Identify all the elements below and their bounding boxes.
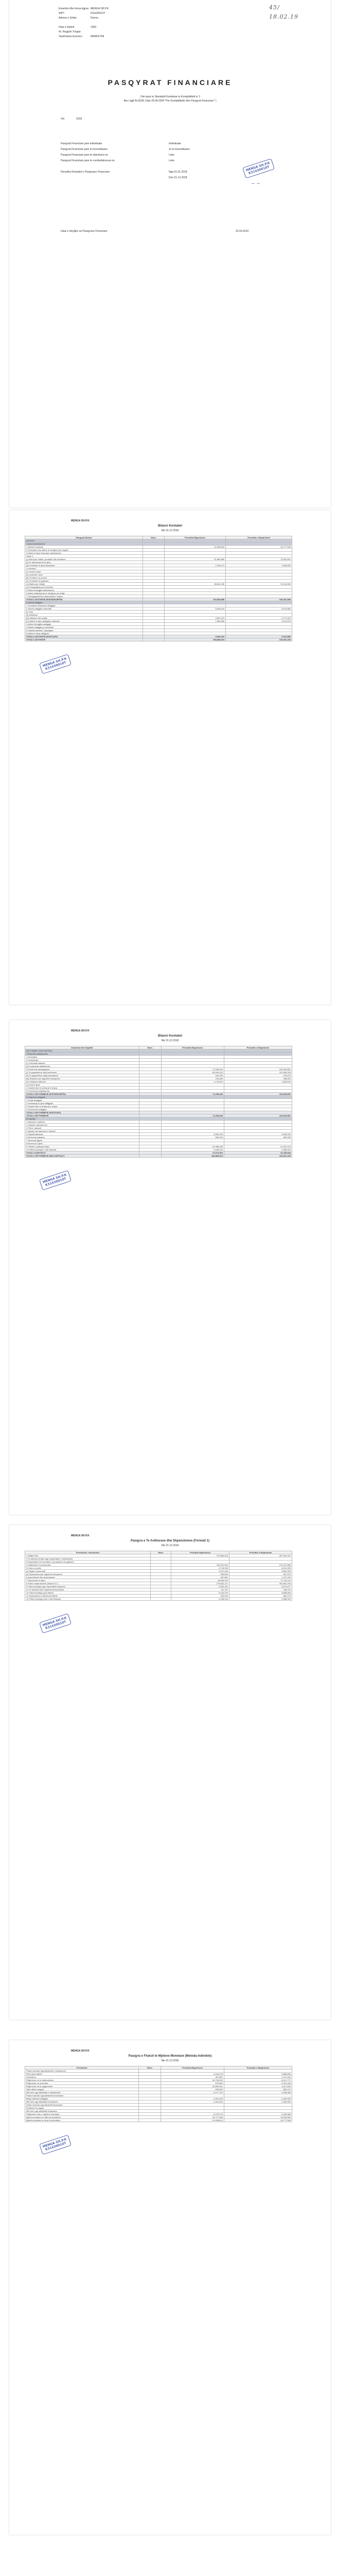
table-cell: 6,052,291 xyxy=(171,1585,229,1588)
statement-column-header: Periudha Raportuese xyxy=(164,536,225,539)
table-cell: Mjetet monetare ne fund te periudhes xyxy=(25,2119,139,2122)
table-cell: 9 Fitimi (humbja) nga veprimtarite kryesore xyxy=(25,1585,151,1588)
table-cell: 276,412,886 xyxy=(229,1564,292,1567)
table-cell: 189,129 xyxy=(229,1588,292,1591)
cover-header-value: Durres xyxy=(91,16,99,20)
table-cell: 960,600 xyxy=(171,1573,229,1576)
table-cell: TOTALI I DETYRIMEVE AFATSHKURTRA xyxy=(25,1093,139,1096)
closing-date-row xyxy=(61,230,249,233)
document-subtitle-1: ( Ne baze te Standartit Kombetar te Kontabilitetit nr 2 xyxy=(139,95,201,98)
statement-company: MENGA SH.P.K xyxy=(71,2049,90,2053)
statement-column-header: Periudha e Meparshme xyxy=(224,2066,292,2070)
table-cell: 108,885,004 xyxy=(161,1155,224,1158)
table-cell: DETYRIMET DHE KAPITALI xyxy=(25,1049,139,1053)
statement-title: Bilanci Kontabel xyxy=(157,524,182,528)
table-cell: TOTALI I AKTIVEVE AFATGJATA xyxy=(25,635,143,638)
table-cell: 130,487,559 xyxy=(226,598,292,601)
table-cell: 5 Kapitali aksioner i papaguar xyxy=(25,629,143,632)
table-cell: 111,787 xyxy=(171,1588,229,1591)
table-cell: 6,013,880 xyxy=(226,635,292,638)
cover-header-key: Emertimi dhe forma ligjore xyxy=(59,7,89,10)
cover-header-key: Data e krijimit xyxy=(59,26,75,29)
table-cell: 1,984,806 xyxy=(164,620,225,623)
table-cell: 1 Shitjet neto xyxy=(25,1554,151,1557)
table-cell: 4 Inventari xyxy=(25,567,143,570)
table-cell: -1,250,000 xyxy=(224,2097,292,2100)
table-cell: 9,117,630 xyxy=(224,2085,292,2088)
table-cell: Fluksi monetar nga aktivitetet e shfrytezimit xyxy=(25,2070,139,2073)
table-cell: 51,689,660 xyxy=(164,558,225,561)
table-cell: Mjetet monetare ne fillim te periudhes xyxy=(25,2116,139,2119)
table-cell: (i) Klient per mallra, produkte dhe sherbime xyxy=(25,558,143,561)
table-cell: 4 Grantet dhe te ardhurat e shtyra xyxy=(25,1087,139,1090)
cover-ident-key: Pasqyrat Financiare jane individuale xyxy=(61,142,102,145)
cover-ident-value: Leke xyxy=(169,159,174,162)
table-cell: 3 Aktive te tjera financiare afatshkurtra xyxy=(25,552,143,555)
cover-ident-key: Pasqyrat Financiare jane te shprehura ne xyxy=(61,154,108,157)
statement-column-header: Pershkrimi i elementeve xyxy=(25,1551,151,1554)
table-cell: -6,278,724 xyxy=(161,2113,224,2116)
table-cell: 104,062,891 xyxy=(224,1093,292,1096)
table-cell: (iv) Detyrime tatimore xyxy=(25,1080,139,1083)
table-cell: II Aktivet afatgjata xyxy=(25,601,143,604)
statement-title: Pasqyra e Fluksit te Mjeteve Monetare (Metoda Indirekte) xyxy=(128,2055,212,2058)
table-cell: (iii) Prodhim ne proces xyxy=(25,577,143,580)
table-cell: (ii) Ndertesa xyxy=(25,614,143,617)
table-cell: (iv) Produkte te gatshme xyxy=(25,580,143,583)
document-subtitle-2: dhe Ligjit Nr.9228, Date 29.04.2004 "Per Kontabilitetin dhe Pasqyrat Financiare" ) xyxy=(123,99,217,103)
table-cell: AKTIVET xyxy=(25,539,143,543)
table-cell: 71,208,440 xyxy=(161,1093,224,1096)
table-cell: (ii) Te arketueshme te tjera xyxy=(25,561,143,564)
table-cell: 10,498,824 xyxy=(161,2119,224,2122)
statement-table xyxy=(25,2066,292,2122)
table-cell: 1 Aktivet monetare xyxy=(25,546,143,549)
table-cell: (i) Toka xyxy=(25,611,143,614)
table-cell: 37,676,564 xyxy=(161,1151,224,1155)
table-cell: -32,854,451 xyxy=(161,2085,224,2088)
table-cell: (ii) Huamarrje afatshkurtra xyxy=(25,1065,139,1068)
table-cell: 4,986,333 xyxy=(224,1148,292,1151)
table-cell: 5,238,016 xyxy=(171,1598,229,1601)
table-cell: 423,875 xyxy=(224,1074,292,1077)
table-cell xyxy=(139,1155,161,1158)
statement-table xyxy=(25,1551,292,1601)
company-stamp: MENGA SH.P.K K31430010T xyxy=(39,654,72,674)
table-cell xyxy=(139,2119,161,2122)
table-cell: Rritje/renie ne te pagueshme xyxy=(25,2085,139,2088)
table-row xyxy=(25,1598,292,1601)
fiscal-year-value: 2018 xyxy=(76,117,82,121)
statement-page xyxy=(9,1525,331,2020)
document-sheet xyxy=(9,0,331,2576)
statement-column-header: Pasqyrat Aktivet xyxy=(25,536,143,539)
company-stamp: MENGA SH.P.K K31430010T xyxy=(39,1170,72,1190)
table-cell: 2 Derivative dhe aktive te mbajtura per tregtim xyxy=(25,549,143,552)
cover-ident-value: Individuale xyxy=(169,142,181,145)
table-cell: Fluksi monetar nga aktivitetet financiare xyxy=(25,2104,139,2107)
table-cell: (i) Overdraft bankare xyxy=(25,1062,139,1065)
fiscal-year xyxy=(61,117,82,121)
table-cell: 20,795,290 xyxy=(161,2079,224,2082)
signature: ~ ~ xyxy=(251,181,260,187)
table-cell: 4,496,986 xyxy=(224,2091,292,2094)
statement-column-header: Periudha e Meparshme xyxy=(224,1046,292,1049)
handwritten-protocol-number: 45/ xyxy=(269,4,280,11)
table-cell: 16,905,224 xyxy=(171,1579,229,1582)
cover-page xyxy=(9,0,331,507)
table-cell: TOTALI I DETYRIMEVE DHE KAPITALIT xyxy=(25,1155,139,1158)
cover-ident-value: Nga 01.01.2018 xyxy=(169,171,187,174)
table-cell: Amortizimi xyxy=(25,2076,139,2079)
table-cell: 1 Investimet financiare afatgjata xyxy=(25,604,143,607)
table-cell: II Detyrimet afatgjata xyxy=(25,1096,139,1099)
closing-date-label: Data e mbylljes se Pasqyrave Financiare xyxy=(61,230,108,233)
table-cell: 1,540,820 xyxy=(226,564,292,567)
table-cell: 1 Aksionet e pakices xyxy=(25,1121,139,1124)
table-cell: -1,250,000 xyxy=(224,2100,292,2104)
statement-page xyxy=(9,2040,331,2535)
table-cell: 440,250 xyxy=(161,1074,224,1077)
table-cell: 3,061,213 xyxy=(164,617,225,620)
table-cell: Tatim fitimi i paguar xyxy=(25,2088,139,2091)
table-cell: 967,861 xyxy=(171,1576,229,1579)
table-cell: 550,000 xyxy=(224,1136,292,1139)
table-cell: -2,301,446 xyxy=(224,2082,292,2085)
table-cell: (v) Hua te tjera xyxy=(25,1083,139,1087)
table-cell: TOTALI I AKTIVEVE xyxy=(25,638,143,641)
company-stamp: MENGA SH.P.K K31430010T xyxy=(242,158,275,178)
table-cell: (iii) Investime te tjera financiare xyxy=(25,564,143,567)
table-cell: Totali 3 xyxy=(25,555,143,558)
table-cell: (iv) Aktive te tjera afatgjata materiale xyxy=(25,620,143,623)
cover-header-value: K31430010T xyxy=(91,12,105,15)
table-row xyxy=(25,638,292,641)
statement-column-header: Shen. xyxy=(139,2066,161,2070)
table-cell: 5,679,677 xyxy=(229,1585,292,1588)
company-stamp: MENGA SH.P.K K31430010T xyxy=(39,2134,72,2155)
table-cell: Fitimi para tatimit xyxy=(25,2073,139,2076)
table-cell: MM neto nga aktivitetet e shfrytezimit xyxy=(25,2091,139,2094)
cover-ident-key: Pasqyrat Financiare jane te rrumbullakosura ne xyxy=(61,159,115,162)
table-cell: 5 Kapitali aksionar xyxy=(25,1133,139,1136)
table-cell: (ii) Inventari i imet xyxy=(25,573,143,577)
statement-column-header: Periudha e Meparshme xyxy=(229,1551,292,1554)
table-cell: 5,868,806 xyxy=(229,1591,292,1595)
table-cell: 103,838,985 xyxy=(164,598,225,601)
statement-date: Me 31.12.2018 xyxy=(161,1544,179,1547)
table-cell: 21,402,215 xyxy=(224,1145,292,1148)
table-cell: Rritja/renia neto e mjeteve monetare xyxy=(25,2113,139,2116)
cover-header-key: Nr. Regjistri Tregtar xyxy=(59,30,81,33)
table-cell: 3 Huate dhe parapagimet xyxy=(25,1068,139,1071)
table-cell: 16,777,548 xyxy=(224,2119,292,2122)
statement-column-header: Shen. xyxy=(143,536,165,539)
table-cell: 6,164,078 xyxy=(161,2073,224,2076)
table-cell: 1,489,876 xyxy=(224,1080,292,1083)
table-cell: 1 Huate afatgjata xyxy=(25,1099,139,1102)
table-cell: 6 Rezervat statutore xyxy=(25,1136,139,1139)
table-cell: Blerje aktivesh afatgjata xyxy=(25,2097,139,2100)
table-cell: 882,473 xyxy=(229,1595,292,1598)
table-cell: 9 Fitimet e pashperndara xyxy=(25,1145,139,1148)
table-cell: 5 Aktive biologjike afatshkurtra xyxy=(25,589,143,592)
table-cell: 5,046,019 xyxy=(164,635,225,638)
table-cell: TOTALI I AKTIVEVE AFATSHKURTRA xyxy=(25,598,143,601)
cover-header-value: 1993 xyxy=(91,26,97,29)
statement-table xyxy=(25,536,292,641)
document-title: PASQYRAT FINANCIARE xyxy=(108,78,233,87)
table-cell: TOTALI I KAPITALIT xyxy=(25,1151,139,1155)
table-cell: 32,438,548 xyxy=(224,1151,292,1155)
table-cell: 38,541,030 xyxy=(164,583,225,586)
table-cell: 2,241,878 xyxy=(226,620,292,623)
cover-ident-key: Pasqyrat Financiare jane te konsoliduara xyxy=(61,148,108,151)
table-cell: 2 Kapitali i aksionereve xyxy=(25,1124,139,1127)
table-cell: 7 Rezervat ligjore xyxy=(25,1139,139,1142)
table-cell: (i) Pagat e personelit xyxy=(25,1570,151,1573)
table-cell: Dividente te paguar xyxy=(25,2107,139,2110)
table-cell: 104,062,891 xyxy=(224,1114,292,1117)
table-cell: -8,412,771 xyxy=(224,2079,292,2082)
table-cell: 2 Aktivet afatgjata materiale xyxy=(25,607,143,611)
table-cell: 1 Derivative xyxy=(25,1056,139,1059)
cover-header-key: NIPT xyxy=(59,12,65,15)
table-cell: 5,046,019 xyxy=(164,607,225,611)
table-cell: 13 Fitimi (humbja) neto e vitit financiar xyxy=(25,1598,151,1601)
table-cell: 301,802,235 xyxy=(229,1582,292,1585)
table-cell: 4 Njesite ose aksionet e thesarit xyxy=(25,1130,139,1133)
table-cell: 1,107,240 xyxy=(229,1576,292,1579)
statement-date: Me 31.12.2018 xyxy=(161,529,179,532)
table-cell: 1,107,240 xyxy=(224,2076,292,2079)
statement-column-header: Detyrimet dhe Kapitali xyxy=(25,1046,139,1049)
table-cell: III Kapitali xyxy=(25,1117,139,1121)
table-cell: 7 Shpenzime te tjera xyxy=(25,1579,151,1582)
table-cell: I Aktivet afatshkurtra xyxy=(25,543,143,546)
table-cell: 3 Ndryshimet ne inventarin e produkteve te gatshme xyxy=(25,1561,151,1564)
table-cell: Fluksi monetar nga aktivitetet investuese xyxy=(25,2094,139,2097)
fiscal-year-label: Viti xyxy=(61,117,64,121)
handwritten-date: 18.02.19 xyxy=(269,13,298,20)
statement-column-header: Shen. xyxy=(151,1551,171,1554)
table-row xyxy=(25,2119,292,2122)
table-cell: 12 Shpenzimet e tatimit mbi fitimin xyxy=(25,1595,151,1598)
table-cell: 1,170,691 xyxy=(161,1080,224,1083)
statement-company: MENGA SH.P.K xyxy=(71,1029,90,1032)
statement-company: MENGA SH.P.K xyxy=(71,1534,90,1537)
table-cell: 2 Te ardhura te tjera nga veprimtarite e shfrytezimit xyxy=(25,1557,151,1561)
table-cell: Rritje/renie ne inventare xyxy=(25,2082,139,2085)
cover-ident-key: Periudha Kontabel e Pasqyrave Financiare xyxy=(61,171,110,174)
table-cell: (ii) Shpenzimet per sigurimet shoqerore xyxy=(25,1573,151,1576)
table-cell: (i) Lende e pare xyxy=(25,570,143,573)
statement-column-header: Periudha e Meparshme xyxy=(226,536,292,539)
table-cell: 69,404,019 xyxy=(161,1071,224,1074)
table-cell: 10,498,824 xyxy=(164,546,225,549)
company-stamp: MENGA SH.P.K K31430010T xyxy=(39,1613,72,1633)
table-cell: 5,757,440 xyxy=(171,1570,229,1573)
table-cell: 4,986,333 xyxy=(229,1598,292,1601)
table-cell: 7 Parapagesat dhe shpenzimet e shtyra xyxy=(25,595,143,598)
table-cell: 136,501,439 xyxy=(226,638,292,641)
cover-header-value: MENGA SH.P.K xyxy=(91,7,109,10)
statement-date: Me 31.12.2018 xyxy=(161,2059,179,2062)
table-cell: 26,388,548 xyxy=(161,1145,224,1148)
statement-column-header: Periudha Raportuese xyxy=(161,2066,224,2070)
statement-column-header: Periudha Raportuese xyxy=(161,1046,224,1049)
closing-date-value: 25.03.2019 xyxy=(236,230,249,233)
table-cell xyxy=(151,1598,171,1601)
table-cell: 6,013,880 xyxy=(226,607,292,611)
table-cell: 3,772,002 xyxy=(226,617,292,620)
table-cell: 5,500,000 xyxy=(161,1133,224,1136)
statement-table xyxy=(25,1046,292,1158)
table-cell: -5,277,724 xyxy=(161,2091,224,2094)
table-cell: 136,501,439 xyxy=(224,1155,292,1158)
table-cell: 16,777,548 xyxy=(161,2116,224,2119)
table-cell: 4 Provizionet afatgjata xyxy=(25,1108,139,1111)
table-cell: 71,208,440 xyxy=(161,1114,224,1117)
table-cell: 16,777,548 xyxy=(226,546,292,549)
table-cell: 279,684,418 xyxy=(171,1554,229,1557)
table-cell: 6,541,990 xyxy=(229,1567,292,1570)
table-cell: 3 Grantet dhe te ardhurat e shtyra xyxy=(25,1105,139,1108)
statement-page xyxy=(9,1020,331,1515)
table-cell: I Detyrimet afatshkurtra xyxy=(25,1053,139,1056)
table-cell: 5,604,320 xyxy=(229,1570,292,1573)
table-cell: 10 Fitimi (humbja) e vitit financiar xyxy=(25,1148,139,1151)
table-cell: 273,632,127 xyxy=(171,1582,229,1585)
table-cell: 6 Amortizimet dhe zhvleresimet xyxy=(25,1576,151,1579)
table-cell: MM neto nga aktivitetet financiare xyxy=(25,2110,139,2113)
table-cell: Rritje/renie ne te arketueshme xyxy=(25,2079,139,2082)
table-cell: 39,116,590 xyxy=(226,583,292,586)
table-cell: 6,718,040 xyxy=(171,1567,229,1570)
table-cell: 5,500,000 xyxy=(224,1133,292,1136)
table-cell: TOTALI I DETYRIMEVE AFATGJATA xyxy=(25,1111,139,1114)
table-cell: 11 Fitimi (humbja) para tatimit xyxy=(25,1591,151,1595)
table-cell: (iii) Makineri dhe paisje xyxy=(25,617,143,620)
table-cell: 104,062,891 xyxy=(224,1068,292,1071)
statement-column-header: Shen. xyxy=(139,1046,161,1049)
table-cell: 6,164,078 xyxy=(171,1591,229,1595)
table-cell: 6 Aktive te tjera afatgjata xyxy=(25,632,143,635)
statement-column-header: Periudha Raportuese xyxy=(171,1551,229,1554)
cover-ident-value: Deri 31.12.2018 xyxy=(169,176,187,179)
table-cell: 71,208,440 xyxy=(161,1068,224,1071)
table-cell: 575,560 xyxy=(161,2082,224,2085)
table-cell: 10 Te ardhurat dhe shpenzimet financiare xyxy=(25,1588,151,1591)
table-cell: 8 Rezerva te tjera xyxy=(25,1142,139,1145)
table-cell: 17,740,119 xyxy=(229,1579,292,1582)
table-cell: -926,062 xyxy=(161,2088,224,2091)
statement-company: MENGA SH.P.K xyxy=(71,519,90,522)
table-cell: (v) Mallra per rishitje xyxy=(25,583,143,586)
table-cell: 5 Kosto e punes xyxy=(25,1567,151,1570)
table-cell: 4 Materialet e konsumuara xyxy=(25,1564,151,1567)
table-row xyxy=(25,1155,292,1158)
cover-header-value: MARKETIM xyxy=(91,35,104,38)
table-cell: (ii) Te pagueshme ndaj punonjesve xyxy=(25,1074,139,1077)
table-cell: (i) Te pagueshme ndaj furnitoreve xyxy=(25,1071,139,1074)
table-cell: 550,000 xyxy=(161,1136,224,1139)
statement-date: Me 31.12.2018 xyxy=(161,1039,179,1042)
statement-page xyxy=(9,510,331,1005)
table-cell: 108,885,004 xyxy=(164,638,225,641)
table-cell xyxy=(143,638,165,641)
table-cell: 6 Aktive afatshkurtra te mbajtura per shitje xyxy=(25,592,143,595)
table-cell: 5,868,806 xyxy=(224,2073,292,2076)
cover-ident-value: Jo te konsoliduara xyxy=(169,148,190,151)
table-cell: (iii) Detyrime per sigurimet shoqerore xyxy=(25,1077,139,1080)
table-cell: 307,481,912 xyxy=(229,1554,292,1557)
table-cell: 5 Provizionet afatshkurtra xyxy=(25,1090,139,1093)
table-cell: 937,670 xyxy=(229,1573,292,1576)
table-cell: 4 Aktivet afatgjata jo materiale xyxy=(25,626,143,629)
cover-header-key: Veprimtaria kryesore xyxy=(59,35,82,38)
cover-header-key: Adresa e Selise xyxy=(59,16,77,20)
table-cell: 2 Huamarrje te tjera afatgjata xyxy=(25,1102,139,1105)
table-cell: -882,473 xyxy=(224,2088,292,2091)
table-cell: -1,001,000 xyxy=(161,2097,224,2100)
table-cell: (vi) Parapagesa per furnizime xyxy=(25,586,143,589)
table-cell: 249,041,002 xyxy=(171,1564,229,1567)
table-cell: 8 Totali i shpenzimeve (shuma 4-7) xyxy=(25,1582,151,1585)
statement-title: Bilanci Kontabel xyxy=(157,1035,182,1038)
table-cell: 101,960,208 xyxy=(224,1071,292,1074)
statement-column-header: Pershkrimi xyxy=(25,2066,139,2070)
table-cell: TOTALI I DETYRIMEVE xyxy=(25,1114,139,1117)
table-cell: 5,238,016 xyxy=(161,1148,224,1151)
table-cell: 193,480 xyxy=(161,1077,224,1080)
table-cell: 188,932 xyxy=(224,1077,292,1080)
table-cell: MM neto nga aktivitetet investuese xyxy=(25,2100,139,2104)
table-cell: 2,108,471 xyxy=(164,564,225,567)
table-cell: 2 Huamarrjet xyxy=(25,1059,139,1062)
table-cell: 926,062 xyxy=(171,1595,229,1598)
table-cell: 73,052,601 xyxy=(226,558,292,561)
table-cell: 967,861 xyxy=(161,2076,224,2079)
statement-title: Pasqyra e Te Ardhurave dhe Shpenzimeve (Formati 1) xyxy=(130,1539,210,1543)
table-cell: 13,530,562 xyxy=(224,2116,292,2119)
cover-ident-value: Leke xyxy=(169,154,174,157)
table-cell: -1,001,000 xyxy=(161,2100,224,2104)
table-cell: 3 Primi i aksionit xyxy=(25,1127,139,1130)
table-cell: 3 Aktive biologjike afatgjata xyxy=(25,623,143,626)
table-cell: 3,246,986 xyxy=(224,2113,292,2116)
